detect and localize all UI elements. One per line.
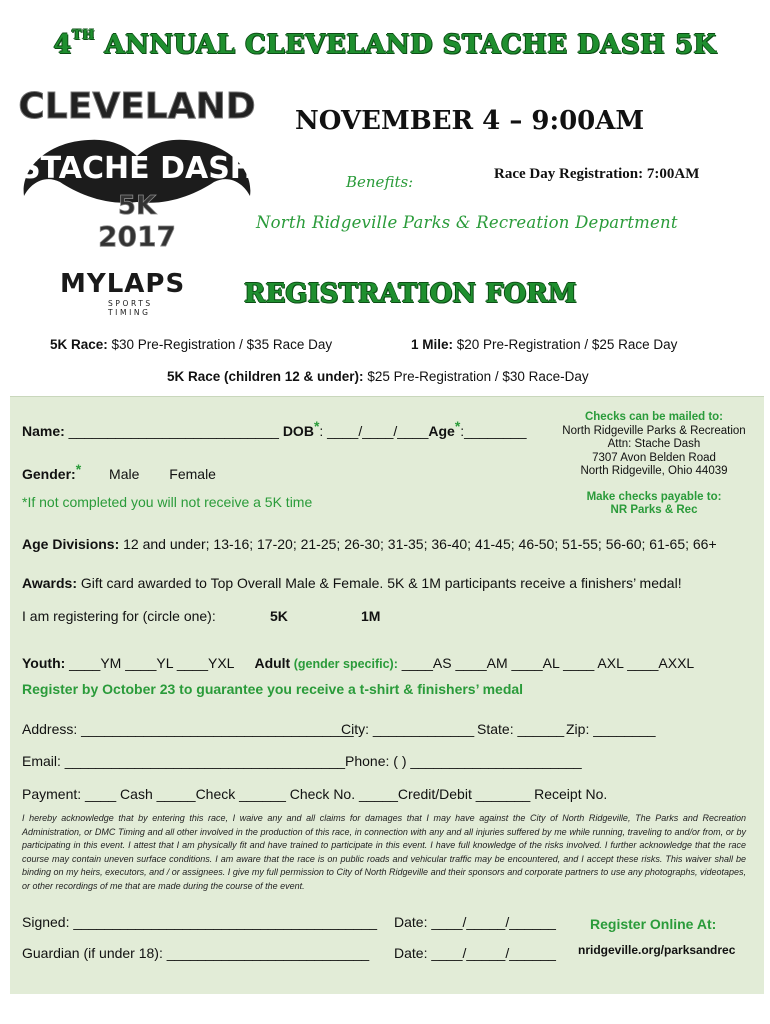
awards: Awards: Gift card awarded to Top Overall Male & Female. 5K & 1M participants receive a finishers’ medal! bbox=[22, 575, 682, 591]
phone-field[interactable]: Phone: ( ) ______________________ bbox=[345, 753, 582, 769]
signature-field[interactable]: Signed: _______________________________________ bbox=[22, 914, 378, 930]
price-children: 5K Race (children 12 & under): $25 Pre-Registration / $30 Race-Day bbox=[167, 369, 589, 384]
option-5k[interactable]: 5K bbox=[270, 608, 288, 624]
registering-for-label: I am registering for (circle one): bbox=[22, 608, 216, 624]
shirt-size-field[interactable]: Youth: ____YM ____YL ____YXL Adult (gender specific): ____AS ____AM ____AL ____ AXL ____AXXL bbox=[22, 655, 695, 671]
logo-line2: STACHE DASH bbox=[19, 151, 255, 186]
logo-line4: 2017 bbox=[98, 220, 176, 250]
register-url[interactable]: nridgeville.org/parksandrec bbox=[578, 943, 736, 957]
address-field[interactable]: Address: ___________________________________ bbox=[22, 721, 354, 737]
age-divisions: Age Divisions: 12 and under; 13-16; 17-20; 21-25; 26-30; 31-35; 36-40; 41-45; 46-50; 51-55; 56-60; 61-65; 66+ bbox=[22, 536, 717, 552]
price-1mile: 1 Mile: $20 Pre-Registration / $25 Race Day bbox=[411, 337, 678, 352]
state-field[interactable]: State: ______ bbox=[477, 721, 565, 737]
logo-line1: CLEVELAND bbox=[18, 86, 256, 127]
event-date-time: NOVEMBER 4 – 9:00AM bbox=[295, 106, 645, 136]
option-1m[interactable]: 1M bbox=[361, 608, 381, 624]
mailing-address: Checks can be mailed to: North Ridgeville Parks & Recreation Attn: Stache Dash 7307 Avon Belden Road North Ridgeville, Ohio 44039 Make checks payable to: NR Parks & Rec bbox=[562, 411, 746, 516]
guardian-signature-field[interactable]: Guardian (if under 18): __________________________ bbox=[22, 945, 370, 961]
beneficiary: North Ridgeville Parks & Recreation Department bbox=[256, 213, 678, 232]
guardian-date-field[interactable]: Date: ____/_____/______ bbox=[394, 945, 556, 961]
form-title: REGISTRATION FORM bbox=[244, 279, 577, 309]
time-warning: *If not completed you will not receive a 5K time bbox=[22, 494, 313, 510]
benefits-label: Benefits: bbox=[346, 173, 414, 191]
email-field[interactable]: Email: ____________________________________ bbox=[22, 753, 346, 769]
mylaps-tagline: SPORTS TIMING bbox=[108, 299, 153, 317]
mylaps-name: MYLAPS bbox=[60, 269, 186, 299]
race-day-registration: Race Day Registration: 7:00AM bbox=[494, 166, 700, 182]
gender-male-option[interactable]: Male bbox=[109, 466, 140, 482]
price-5k: 5K Race: $30 Pre-Registration / $35 Race Day bbox=[50, 337, 333, 352]
register-online-label: Register Online At: bbox=[590, 916, 717, 932]
payment-field[interactable]: Payment: ____ Cash _____Check ______ Check No. _____Credit/Debit _______ Receipt No. bbox=[22, 786, 608, 802]
city-field[interactable]: City: _____________ bbox=[341, 721, 475, 737]
gender-female-option[interactable]: Female bbox=[169, 466, 216, 482]
gender-field[interactable]: Gender:* Male Female bbox=[22, 461, 216, 482]
mylaps-logo bbox=[60, 271, 200, 315]
tshirt-deadline-note: Register by October 23 to guarantee you receive a t-shirt & finishers’ medal bbox=[22, 681, 524, 697]
zip-field[interactable]: Zip: ________ bbox=[566, 721, 656, 737]
liability-waiver: I hereby acknowledge that by entering this race, I waive any and all claims for damages that I may have against the City of North Ridgeville, The Parks and Recreation Administration, or DMC Timing and all other involved in the production of this race, in connection with any and all injuries suffered by me while running, traveling to and/or from, or by participating in this event. I attest that I am physically fit and have trained to participate in this event. I have full knowledge of the risks involved. I further acknowledge that the race course may contain uneven surface conditions. I am aware that the race is on public roads and vehicular traffic may be encountered, and I accept these risks. This waiver shall be binding on my heirs, executors, and / or assignees. I give my full permission to City of North Ridgeville and their sponsors and corporate partners to use any photographs, videotapes, or other recordings of me that are made during the course of the event. bbox=[22, 813, 746, 891]
signature-date-field[interactable]: Date: ____/_____/______ bbox=[394, 914, 556, 930]
event-title: 4TH ANNUAL CLEVELAND STACHE DASH 5K bbox=[53, 28, 717, 60]
logo-line3: 5K bbox=[117, 191, 157, 221]
name-field[interactable]: Name: ___________________________ DOB*: ____/____/____Age*:________ bbox=[22, 418, 527, 439]
stache-dash-logo bbox=[18, 78, 256, 250]
